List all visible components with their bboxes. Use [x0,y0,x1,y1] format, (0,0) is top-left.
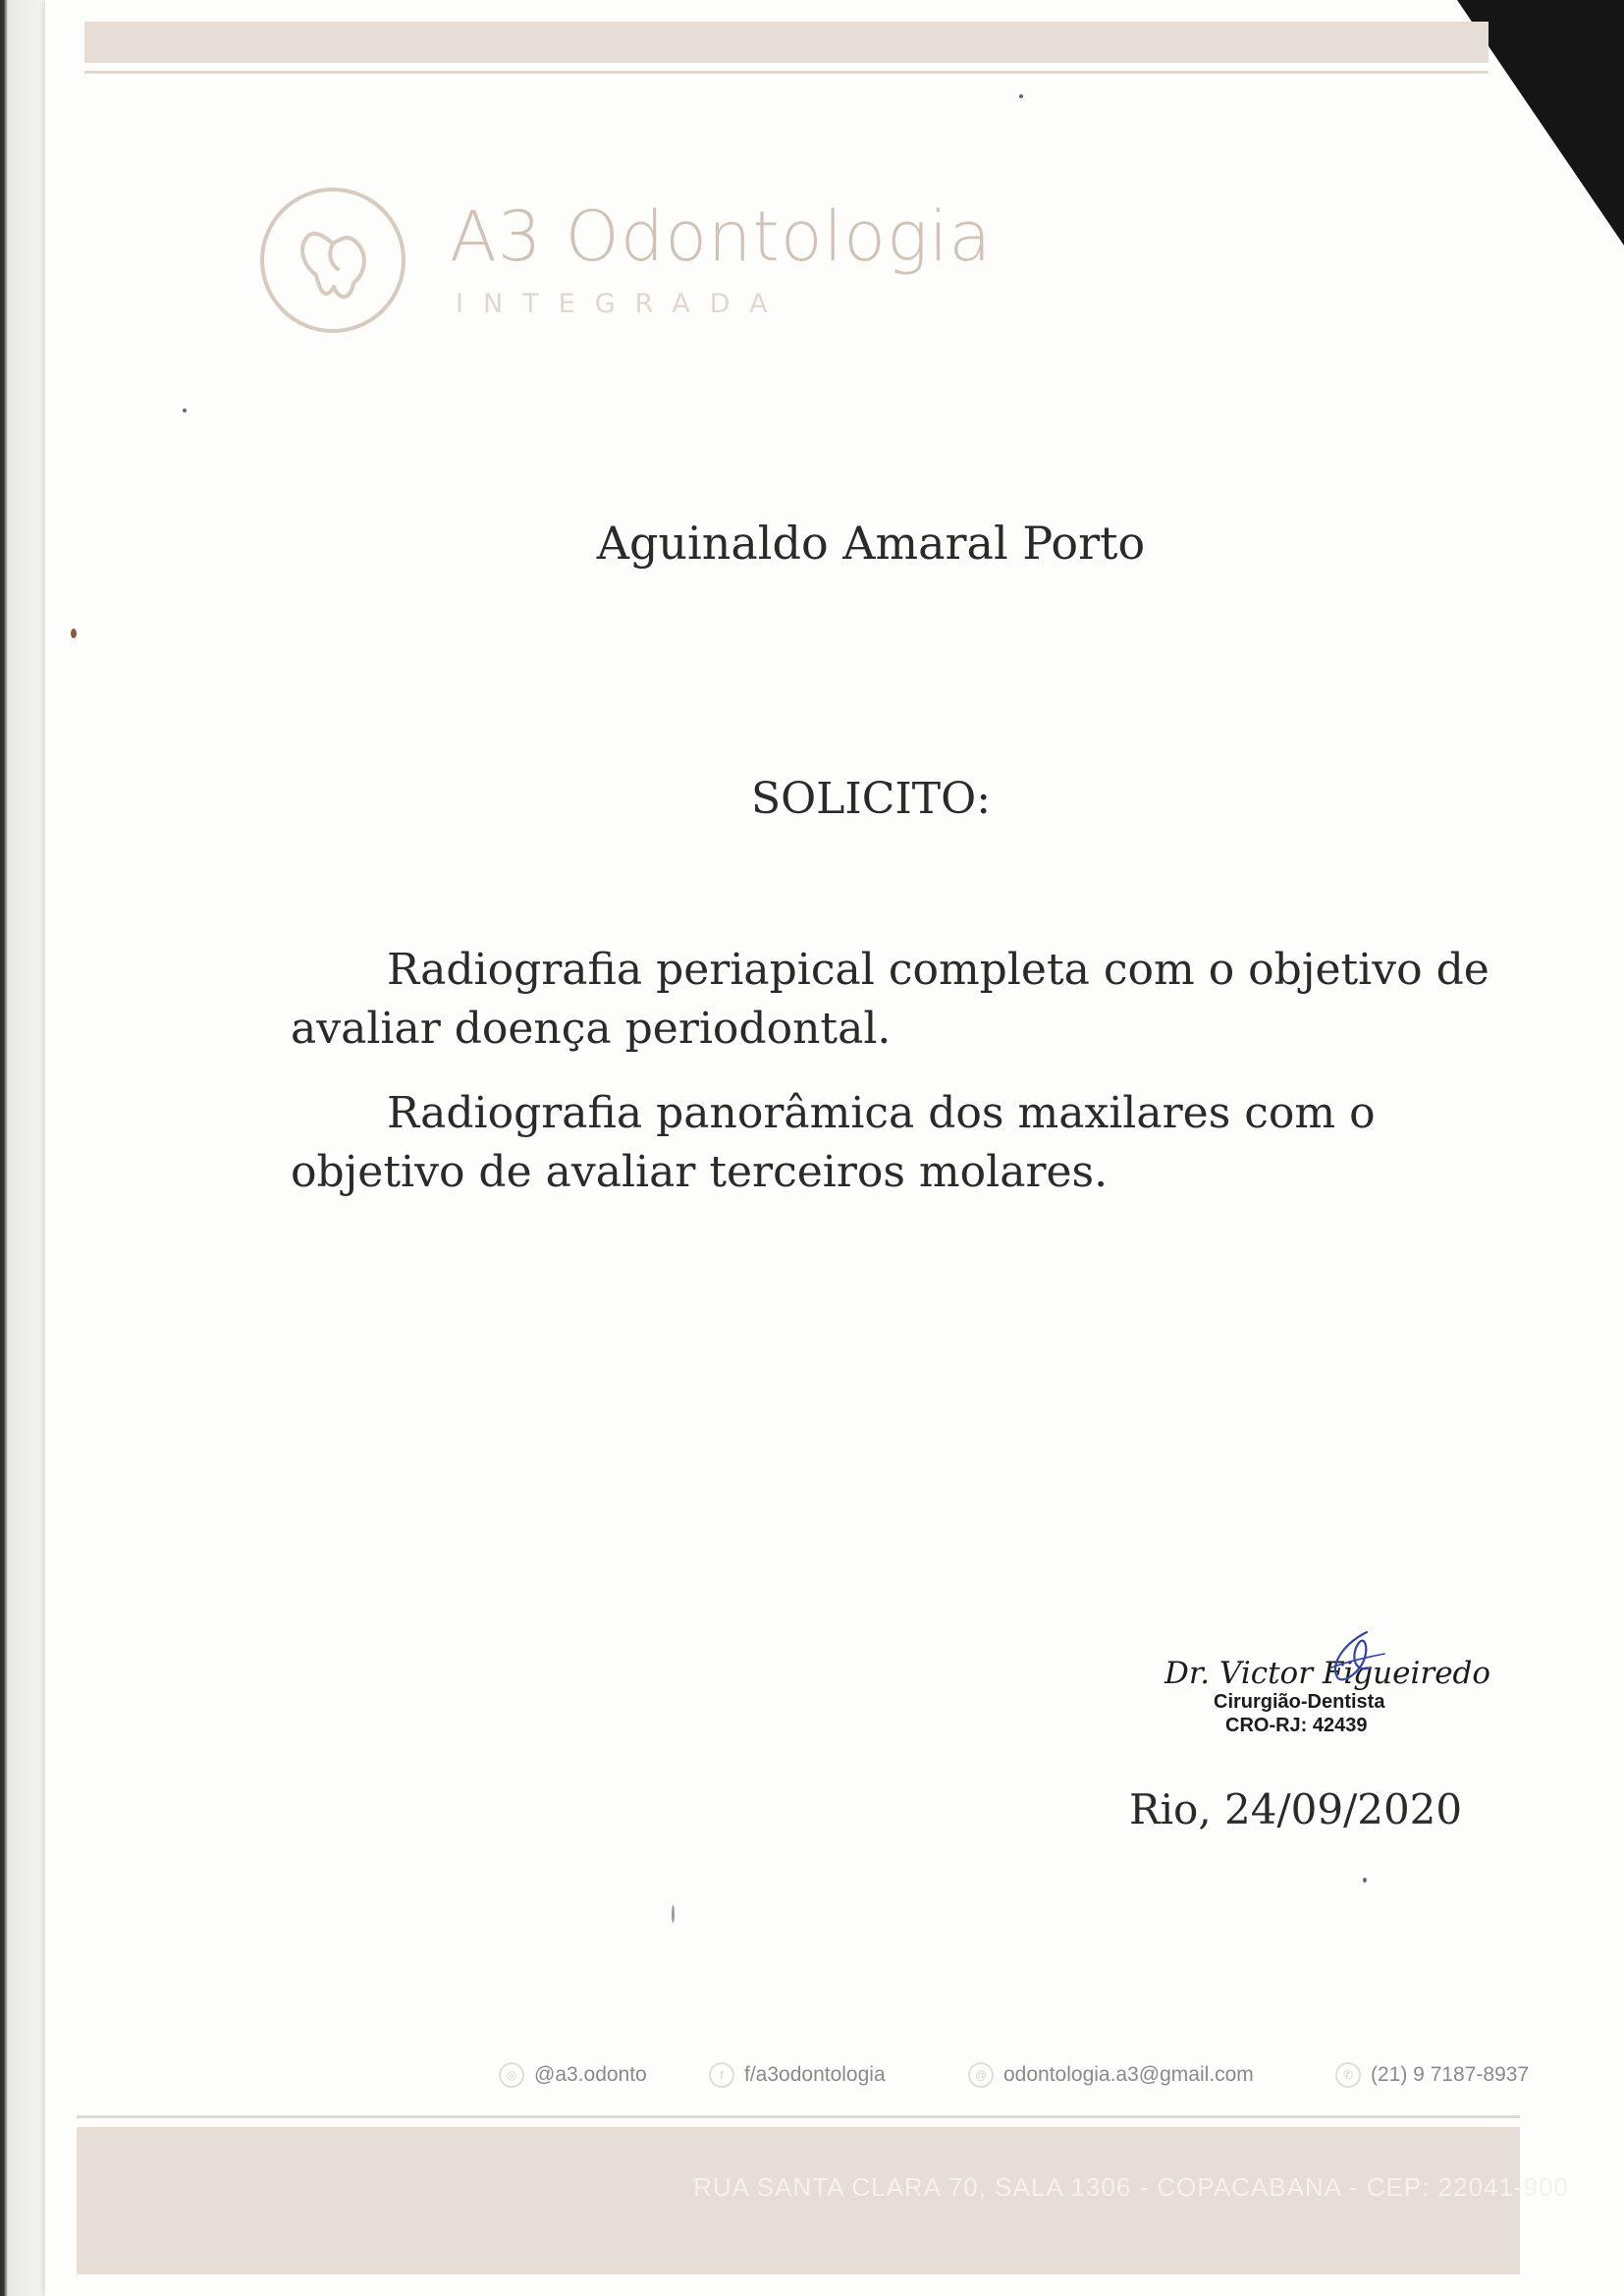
signature-stamp [1164,1628,1491,1750]
scan-edge-strip [0,0,45,2296]
handwritten-signature-icon [1308,1628,1406,1687]
request-item [291,941,1489,1059]
brand-subtitle: INTEGRADA [456,289,787,319]
header-rule [84,71,1489,74]
contact-phone [1335,2058,1529,2092]
paper-speck [1363,1878,1367,1883]
request-line: objetivo de avaliar terceiros molares. [291,1147,1109,1197]
paper-speck [183,409,187,412]
paper-speck [1019,94,1023,98]
request-line: avaliar doença periodontal. [291,1004,892,1054]
instagram-icon: ◎ [499,2062,524,2088]
request-heading: SOLICITO: [750,774,992,824]
signature-role: Cirurgião-Dentista [1214,1691,1385,1713]
place-date: Rio, 24/09/2020 [1129,1785,1463,1833]
contact-facebook [709,2058,886,2092]
facebook-handle: f/a3odontologia [744,2063,886,2086]
patient-name: Aguinaldo Amaral Porto [596,517,1146,570]
footer-rule [77,2115,1520,2118]
brand-name: A3 Odontologia [450,196,993,277]
footer-address: RUA SANTA CLARA 70, SALA 1306 - COPACABANA - CEP: 22041-900 [693,2172,1569,2202]
request-item [291,1084,1459,1202]
phone-number: (21) 9 7187-8937 [1371,2063,1530,2086]
signature-name: Dr. Victor Figueiredo [1164,1656,1491,1691]
phone-icon: ✆ [1335,2062,1361,2088]
email-address: odontologia.a3@gmail.com [1003,2063,1254,2086]
contact-instagram [499,2058,647,2092]
header-band [84,22,1489,63]
email-icon: @ [968,2062,994,2088]
tooth-circle-logo-icon [257,185,408,336]
request-line: Radiografia periapical completa com o objetivo de [387,945,1489,995]
signature-cro: CRO-RJ: 42439 [1225,1715,1368,1736]
request-line: Radiografia panorâmica dos maxilares com o [387,1088,1376,1138]
paper-speck [71,629,77,638]
contact-email [968,2058,1254,2092]
facebook-icon: f [709,2062,734,2088]
instagram-handle: @a3.odonto [534,2063,647,2086]
paper-speck [672,1905,675,1923]
